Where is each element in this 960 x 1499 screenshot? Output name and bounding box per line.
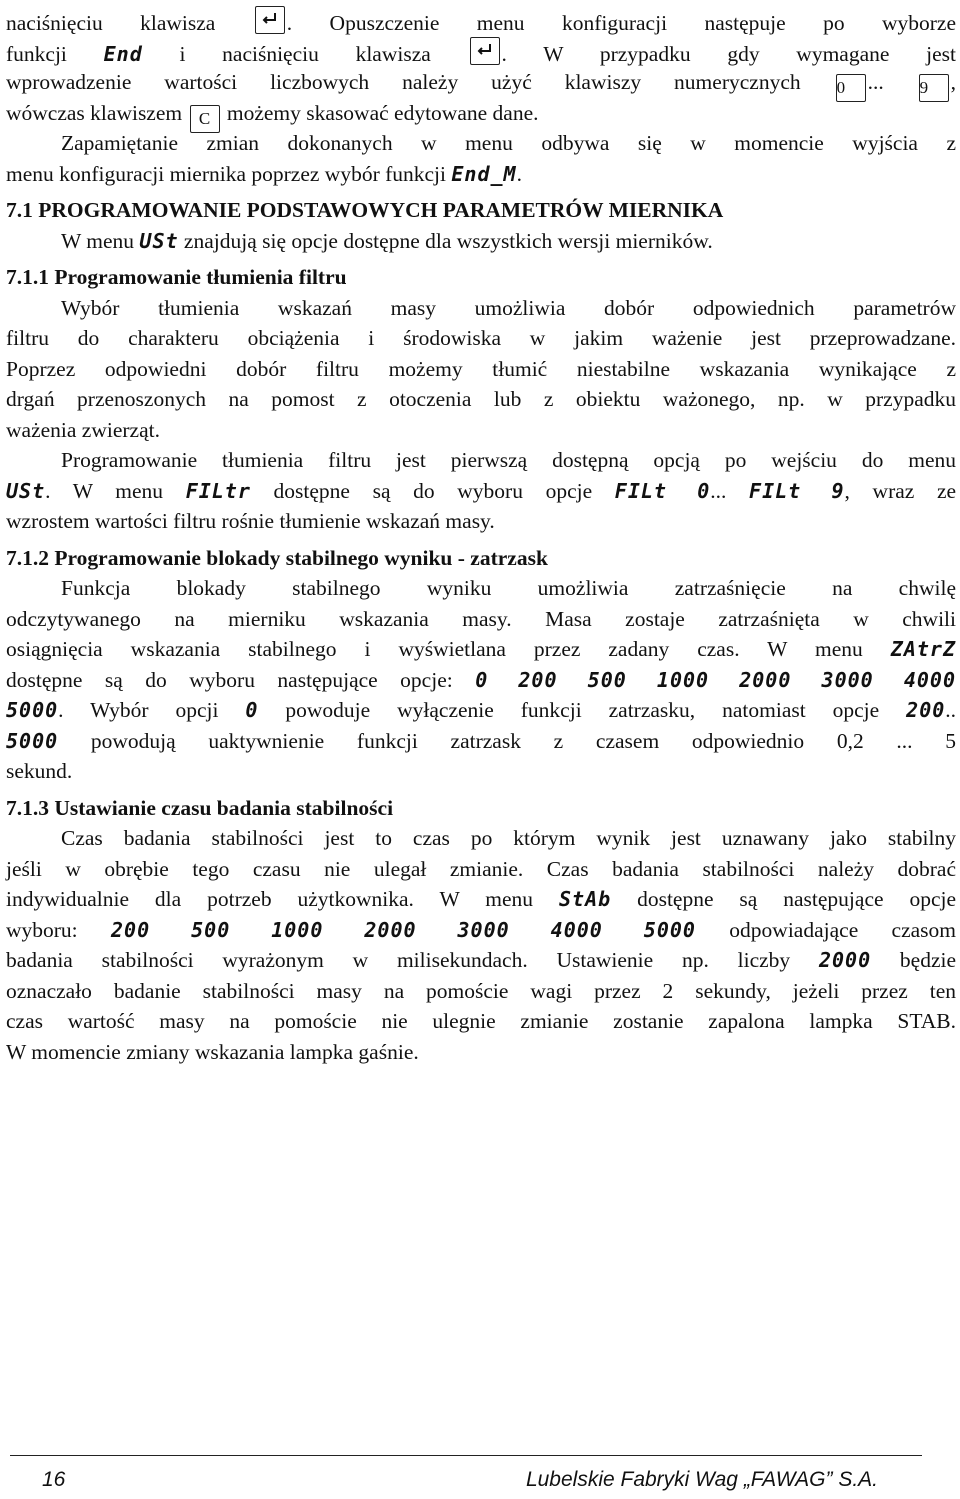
section-7-1-2-heading: 7.1.2 Programowanie blokady stabilnego wyniku - zatrzask [6, 545, 548, 570]
text: możemy skasować edytowane dane. [226, 100, 539, 125]
text: osiągnięcia wskazania stabilnego i wyświetlana przez zadany czas. W menu [6, 637, 863, 661]
text: Czas badania stabilności jest to czas po którym wynik jest uznawany jako stabilny [61, 826, 956, 850]
section-7-1-3-line-6 [6, 976, 956, 1007]
text: drgań przenoszonych na pomost z otoczenia lub z obiektu ważonego, np. w przypadku [6, 387, 956, 411]
intro-line-5 [6, 128, 956, 159]
text: sekund. [6, 759, 73, 783]
section-7-1-3-line-1 [6, 823, 956, 854]
lcd-option-5000: 5000 [6, 728, 59, 753]
enter-key-icon [470, 37, 500, 65]
section-7-1-1-line-2 [6, 323, 956, 354]
text: oznaczało badanie stabilności masy na pomoście wagi przez 2 sekundy, jeżeli przez ten [6, 978, 956, 1003]
key-c-icon: C [190, 105, 220, 133]
text: indywidualnie dla potrzeb użytkownika. W menu [6, 887, 534, 911]
intro-line-4 [6, 98, 956, 129]
section-7-1-2-line-6 [6, 726, 956, 757]
text: . W menu [45, 478, 164, 503]
lcd-options-list: 200 500 1000 2000 3000 4000 5000 [111, 917, 696, 942]
text: wzrostem wartości filtru rośnie tłumienie wskazań masy. [6, 509, 495, 533]
page-number: 16 [42, 1468, 66, 1491]
text: Programowanie tłumienia filtru jest pierwszą dostępną opcją po wejściu do menu [61, 448, 956, 472]
lcd-option-filt-0: FILt 0 [614, 478, 711, 503]
lcd-menu-stab: StAb [558, 887, 612, 911]
section-7-1-2-line-1 [6, 573, 956, 604]
text: W menu [61, 228, 135, 253]
text: odpowiadające czasom [729, 917, 957, 942]
text: menu konfiguracji miernika poprzez wybór funkcji [6, 161, 447, 186]
section-7-1-line-1 [6, 226, 956, 257]
text: znajdują się opcje dostępne dla wszystkich wersji mierników. [183, 228, 713, 253]
section-7-1-1-line-8 [6, 506, 956, 537]
section-7-1-3-line-7 [6, 1006, 956, 1037]
text: wówczas klawiszem [6, 100, 183, 125]
enter-key-icon [255, 6, 285, 34]
text: Zapamiętanie zmian dokonanych w menu odbywa się w momencie wyjścia z [61, 131, 956, 155]
text: , [950, 70, 957, 94]
text: . W przypadku gdy wymagane jest [501, 41, 956, 66]
lcd-function-end-m: End_M [451, 161, 517, 186]
text: dostępne są następujące opcje [637, 887, 957, 911]
key-0-icon: 0 [836, 74, 866, 102]
section-7-1-3-line-4 [6, 915, 956, 946]
lcd-menu-zatrz: ZAtrZ [890, 637, 956, 661]
document-page [6, 6, 956, 1067]
section-7-1-3-line-8 [6, 1037, 956, 1068]
text: dostępne są do wyboru opcje [273, 478, 593, 503]
text: .. [945, 698, 957, 722]
section-7-1-2-line-4 [6, 665, 956, 696]
section-7-1-1-heading: 7.1.1 Programowanie tłumienia filtru [6, 265, 347, 289]
section-7-1-2-line-2 [6, 604, 956, 635]
lcd-option-2000: 2000 [818, 948, 872, 972]
section-7-1-3-line-3 [6, 884, 956, 915]
section-7-1-heading: 7.1 PROGRAMOWANIE PODSTAWOWYCH PARAMETRÓW MIERNIKA [6, 198, 724, 222]
intro-line-3 [6, 67, 956, 98]
intro-line-6 [6, 159, 956, 190]
section-7-1-2-line-5 [6, 695, 956, 726]
footer-divider [10, 1455, 922, 1456]
lcd-option-0: 0 [245, 698, 259, 722]
text: . Wybór opcji [58, 698, 219, 722]
text: Funkcja blokady stabilnego wyniku umożliwia zatrzaśnięcie na chwilę [61, 576, 956, 600]
lcd-menu-filtr: FILtr [185, 478, 251, 503]
section-7-1-2-line-3 [6, 634, 956, 665]
section-7-1-1-line-5 [6, 415, 956, 446]
section-7-1-3-heading: 7.1.3 Ustawianie czasu badania stabilności [6, 795, 394, 820]
text: badania stabilności wyrażonym w milisekundach. Ustawienie np. liczby [6, 948, 791, 972]
text: dostępne są do wyboru następujące opcje: [6, 667, 453, 692]
text: . Opuszczenie menu konfiguracji następuje po wyborze [286, 11, 956, 35]
section-7-1-1-line-1 [6, 293, 956, 324]
text: wprowadzenie wartości liczbowych należy użyć klawiszy numerycznych [6, 70, 801, 94]
intro-line-2 [6, 37, 956, 68]
text: wyboru: [6, 917, 78, 942]
section-7-1-1-line-3 [6, 354, 956, 385]
lcd-option-filt-9: FILt 9 [749, 478, 845, 503]
intro-line-1 [6, 6, 956, 37]
text: naciśnięciu klawisza [6, 11, 216, 35]
section-7-1-1-line-7 [6, 476, 956, 507]
text: powoduje wyłączenie funkcji zatrzasku, natomiast opcje [285, 698, 880, 722]
lcd-option-200: 200 [906, 698, 946, 722]
text: Poprzez odpowiedni dobór filtru możemy tłumić niestabilne wskazania wynikające z [6, 356, 956, 381]
text: funkcji [6, 41, 67, 66]
footer-company: Lubelskie Fabryki Wag „FAWAG” S.A. [525, 1468, 878, 1491]
text: W momencie zmiany wskazania lampka gaśnie. [6, 1039, 419, 1064]
text: i naciśnięciu klawisza [179, 41, 431, 66]
text: ... [710, 478, 727, 503]
text: , wraz ze [844, 478, 957, 503]
text: filtru do charakteru obciążenia i środowiska w jakim ważenie jest przeprowadzane. [6, 326, 956, 350]
text: ważenia zwierząt. [6, 417, 160, 442]
text: powodują uaktywnienie funkcji zatrzask z czasem odpowiednio 0,2 ... 5 [90, 728, 957, 753]
lcd-function-end: End [103, 41, 143, 66]
lcd-menu-ust: USt [6, 478, 46, 503]
text: będzie [899, 948, 957, 972]
lcd-options-list: 0 200 500 1000 2000 3000 4000 [475, 667, 956, 692]
text: ... [867, 70, 884, 94]
section-7-1-3-line-5 [6, 945, 956, 976]
lcd-option-5000: 5000 [6, 698, 59, 722]
text: . [516, 161, 522, 186]
section-7-1-2-line-7 [6, 756, 956, 787]
text: czas wartość masy na pomoście nie ulegnie zmianie zostanie zapalona lampka STAB. [6, 1009, 956, 1033]
text: jeśli w obrębie tego czasu nie ulegał zmianie. Czas badania stabilności należy dobrać [6, 856, 956, 881]
key-9-icon: 9 [919, 74, 949, 102]
section-7-1-3-line-2 [6, 854, 956, 885]
text: Wybór tłumienia wskazań masy umożliwia dobór odpowiednich parametrów [61, 295, 956, 320]
section-7-1-1-line-6 [6, 445, 956, 476]
section-7-1-1-line-4 [6, 384, 956, 415]
lcd-menu-ust: USt [139, 228, 179, 253]
text: odczytywanego na mierniku wskazania masy. Masa zostaje zatrzaśnięta w chwili [6, 606, 956, 631]
